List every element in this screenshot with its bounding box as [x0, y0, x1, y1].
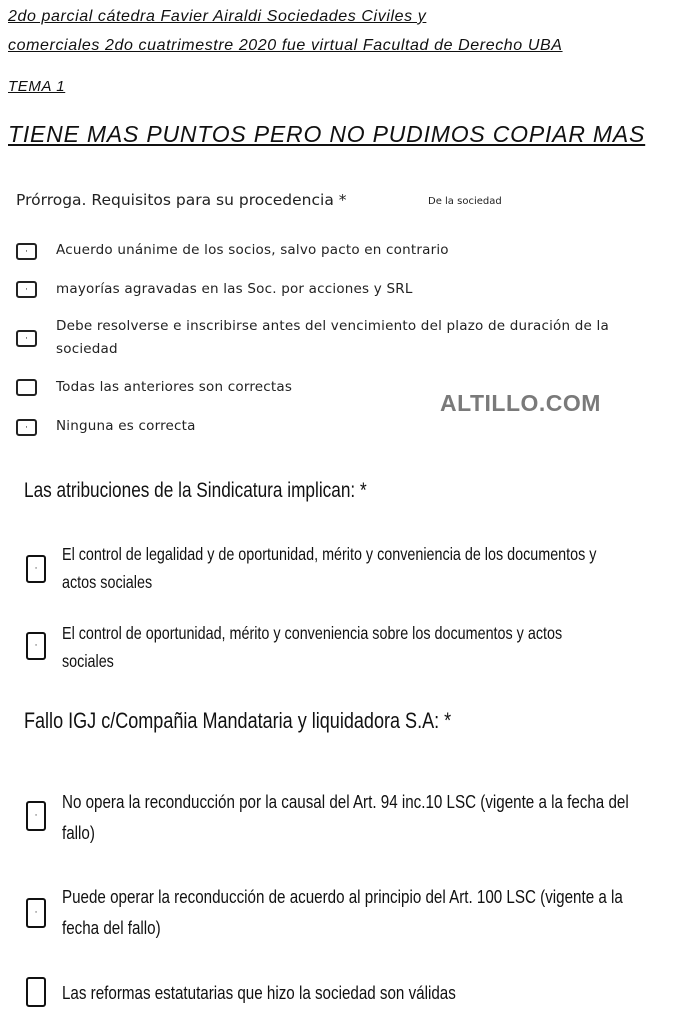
- option-label-continued: sociedad: [56, 341, 118, 357]
- header-line-1: 2do parcial cátedra Favier Airaldi Sociedades Civiles y: [8, 8, 427, 25]
- option-checkbox[interactable]: [16, 281, 37, 298]
- option-checkbox[interactable]: [26, 977, 46, 1007]
- option-checkbox[interactable]: [16, 243, 37, 260]
- question-1-note: De la sociedad: [428, 196, 502, 207]
- option-checkbox[interactable]: [16, 330, 37, 347]
- checkbox-dot-icon: ·: [25, 422, 28, 433]
- option-checkbox[interactable]: [26, 555, 46, 583]
- option-label: mayorías agravadas en las Soc. por acciones y SRL: [56, 281, 413, 297]
- option-label: El control de legalidad y de oportunidad, mérito y conveniencia de los documentos y: [62, 544, 597, 564]
- option-checkbox[interactable]: [26, 801, 46, 831]
- watermark: ALTILLO.COM: [440, 390, 601, 416]
- option-checkbox[interactable]: [26, 632, 46, 660]
- option-checkbox[interactable]: [26, 898, 46, 928]
- option-label: Puede operar la reconducción de acuerdo al principio del Art. 100 LSC (vigente a la: [62, 886, 623, 907]
- option-checkbox[interactable]: [16, 419, 37, 436]
- checkbox-dot-icon: ·: [34, 564, 38, 574]
- option-label: Todas las anteriores son correctas: [56, 379, 293, 395]
- checkbox-dot-icon: ·: [25, 246, 28, 257]
- option-checkbox[interactable]: [16, 379, 37, 396]
- header-line-2: comerciales 2do cuatrimestre 2020 fue virtual Facultad de Derecho UBA: [8, 37, 563, 54]
- option-label: Debe resolverse e inscribirse antes del vencimiento del plazo de duración de la: [56, 318, 609, 334]
- question-2-title: Las atribuciones de la Sindicatura implican: *: [24, 479, 367, 502]
- option-label: No opera la reconducción por la causal del Art. 94 inc.10 LSC (vigente a la fecha del: [62, 791, 629, 812]
- checkbox-dot-icon: ·: [34, 641, 38, 651]
- checkbox-dot-icon: ·: [34, 811, 38, 821]
- option-label: Acuerdo unánime de los socios, salvo pacto en contrario: [56, 242, 449, 258]
- option-label-continued: sociales: [62, 651, 114, 671]
- option-label-continued: actos sociales: [62, 572, 153, 592]
- option-label-continued: fecha del fallo): [62, 917, 161, 938]
- question-1-title: Prórroga. Requisitos para su procedencia *: [16, 191, 347, 209]
- option-label-continued: fallo): [62, 822, 95, 843]
- option-label: El control de oportunidad, mérito y conveniencia sobre los documentos y actos: [62, 623, 563, 643]
- option-label: Ninguna es correcta: [56, 418, 196, 434]
- question-3-title: Fallo IGJ c/Compañia Mandataria y liquidadora S.A: *: [24, 708, 452, 733]
- checkbox-dot-icon: ·: [34, 908, 38, 918]
- option-label: Las reformas estatutarias que hizo la sociedad son válidas: [62, 982, 456, 1003]
- checkbox-dot-icon: ·: [25, 333, 28, 344]
- warning-heading: TIENE MAS PUNTOS PERO NO PUDIMOS COPIAR MAS: [8, 121, 646, 147]
- checkbox-dot-icon: ·: [25, 284, 28, 295]
- tema-label: TEMA 1: [8, 78, 66, 95]
